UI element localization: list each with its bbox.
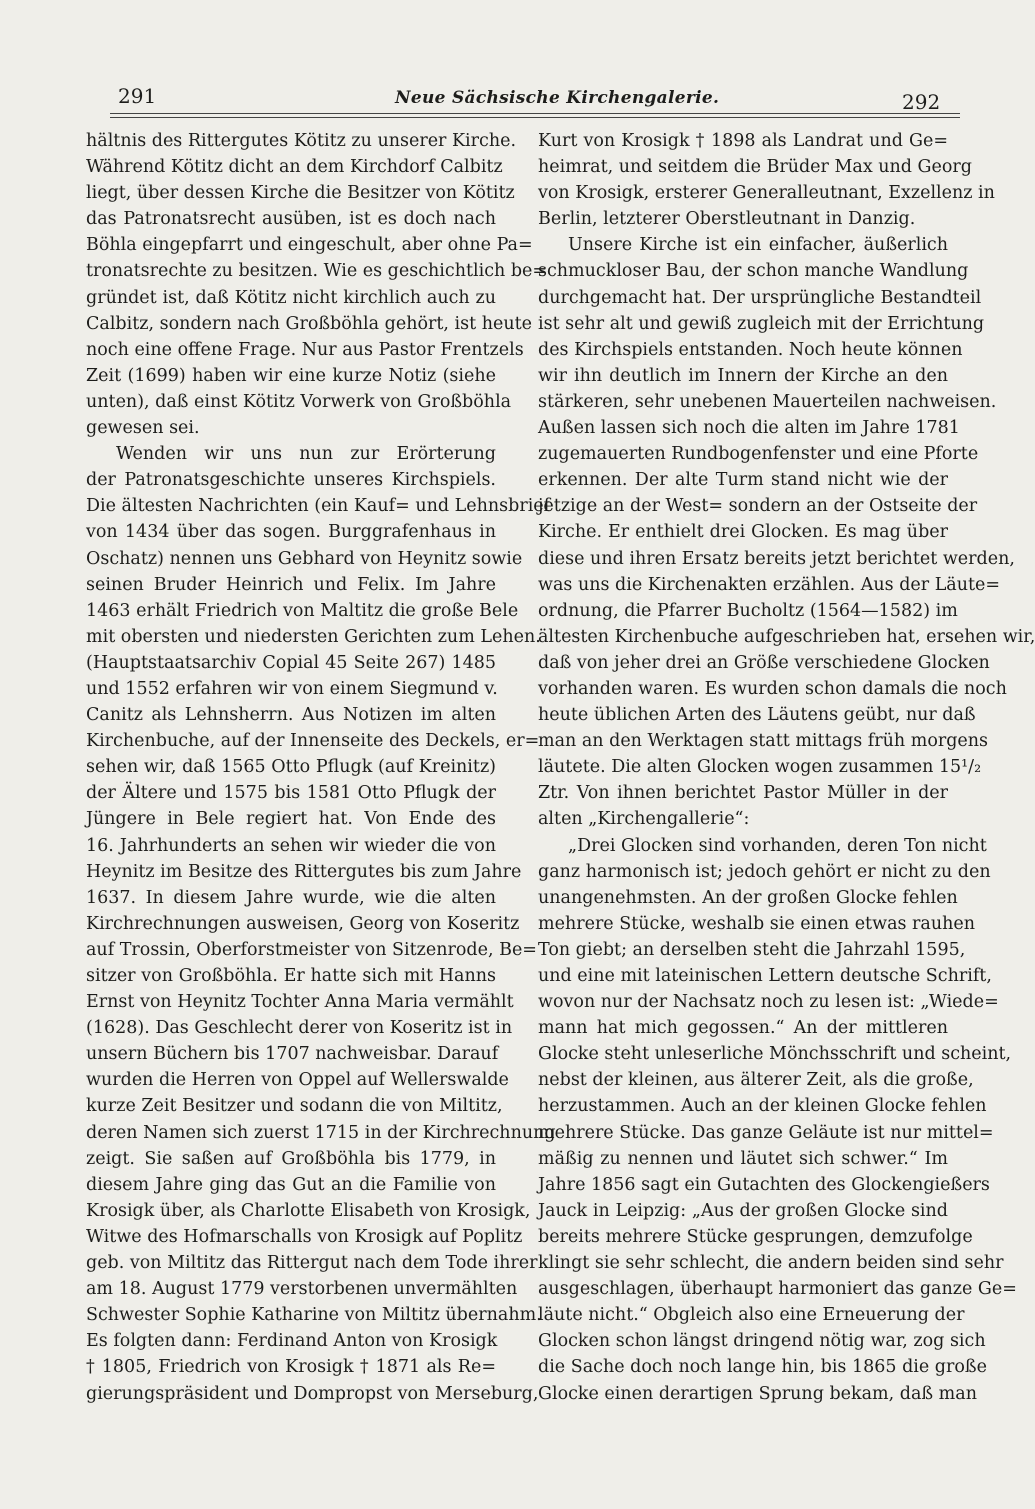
text-line: wurden die Herren von Oppel auf Wellerswalde <box>86 1070 509 1091</box>
text-line: und 1552 erfahren wir von einem Siegmund v. <box>86 678 498 699</box>
text-line: Ernst von Heynitz Tochter Anna Maria vermählt <box>86 992 514 1013</box>
text-line: ordnung, die Pfarrer Bucholtz (1564—1582) im <box>538 600 958 621</box>
text-line: Zeit (1699) haben wir eine kurze Notiz (siehe <box>86 365 496 386</box>
text-line: heute üblichen Arten des Läutens geübt, nur daß <box>538 705 976 726</box>
text-line: was uns die Kirchenakten erzählen. Aus der Läute= <box>538 574 1001 595</box>
text-line: man an den Werktagen statt mittags früh morgens <box>538 731 989 752</box>
text-line: seinen Bruder Heinrich und Felix. Im Jahre <box>86 574 496 595</box>
text-line: Oschatz) nennen uns Gebhard von Heynitz sowie <box>86 548 523 569</box>
text-line: des Kirchspiels entstanden. Noch heute können <box>538 339 963 360</box>
text-line: Heynitz im Besitze des Rittergutes bis zum Jahre <box>86 861 522 882</box>
text-line: Es folgten dann: Ferdinand Anton von Krosigk <box>86 1331 498 1352</box>
text-line: geb. von Miltitz das Rittergut nach dem Tode ihrer <box>86 1253 538 1274</box>
text-line: (1628). Das Geschlecht derer von Koseritz ist in <box>86 1018 513 1039</box>
text-line: Jüngere in Bele regiert hat. Von Ende des <box>86 809 496 830</box>
text-line: Wenden wir uns nun zur Erörterung <box>116 444 496 465</box>
text-line: von 1434 über das sogen. Burggrafenhaus in <box>86 522 496 543</box>
text-line: mit obersten und niedersten Gerichten zum Lehen. <box>86 626 541 647</box>
text-line: Glocken schon längst dringend nötig war, zog sich <box>538 1331 986 1352</box>
text-line: Witwe des Hofmarschalls von Krosigk auf Poplitz <box>86 1226 523 1247</box>
text-line: unsern Büchern bis 1707 nachweisbar. Darauf <box>86 1044 499 1065</box>
text-line: diese und ihren Ersatz bereits jetzt berichtet werden, <box>538 548 1015 569</box>
text-line: ganz harmonisch ist; jedoch gehört er nicht zu den <box>538 861 991 882</box>
text-line: klingt sie sehr schlecht, die andern beiden sind sehr <box>538 1253 1004 1274</box>
text-line: Berlin, letzterer Oberstleutnant in Danzig. <box>538 209 916 230</box>
text-line: gierungspräsident und Dompropst von Merseburg, <box>86 1383 539 1404</box>
text-line: läutete. Die alten Glocken wogen zusammen 15¹/₂ <box>538 757 982 778</box>
text-line: bereits mehrere Stücke gesprungen, demzufolge <box>538 1226 973 1247</box>
text-line: nebst der kleinen, aus älterer Zeit, als die große, <box>538 1070 974 1091</box>
left-page-number: 291 <box>118 84 157 108</box>
right-page-number: 292 <box>902 90 941 114</box>
text-line: 16. Jahrhunderts an sehen wir wieder die von <box>86 835 496 856</box>
text-line: Außen lassen sich noch die alten im Jahre 1781 <box>538 418 960 439</box>
text-line: Ztr. Von ihnen berichtet Pastor Müller in der <box>538 783 948 804</box>
text-line: der Patronatsgeschichte unseres Kirchspiels. <box>86 470 496 491</box>
text-line: diesem Jahre ging das Gut an die Familie von <box>86 1174 496 1195</box>
text-line: am 18. August 1779 verstorbenen unvermählten <box>86 1279 518 1300</box>
text-line: Krosigk über, als Charlotte Elisabeth von Krosigk, <box>86 1200 531 1221</box>
text-line: heimrat, und seitdem die Brüder Max und Georg <box>538 157 972 178</box>
text-line: unten), daß einst Kötitz Vorwerk von Großböhla <box>86 391 512 412</box>
text-line: Während Kötitz dicht an dem Kirchdorf Calbitz <box>86 157 503 178</box>
text-line: Kirchrechnungen ausweisen, Georg von Koseritz <box>86 913 520 934</box>
text-line: mehrere Stücke, weshalb sie einen etwas rauhen <box>538 913 976 934</box>
text-line: Jauck in Leipzig: „Aus der großen Glocke sind <box>538 1200 948 1221</box>
text-line: vorhanden waren. Es wurden schon damals die noch <box>538 678 1007 699</box>
text-line: schmuckloser Bau, der schon manche Wandlung <box>538 261 969 282</box>
text-line: kurze Zeit Besitzer und sodann die von Miltitz, <box>86 1096 503 1117</box>
text-line: gründet ist, daß Kötitz nicht kirchlich auch zu <box>86 287 496 308</box>
text-line: Calbitz, sondern nach Großböhla gehört, ist heute <box>86 313 533 334</box>
running-header <box>0 84 1000 124</box>
text-line: zugemauerten Rundbogenfenster und eine Pforte <box>538 444 979 465</box>
text-line: erkennen. Der alte Turm stand nicht wie der <box>538 470 948 491</box>
text-line: † 1805, Friedrich von Krosigk † 1871 als Re= <box>86 1357 496 1378</box>
text-line: sehen wir, daß 1565 Otto Pflugk (auf Kreinitz) <box>86 757 496 778</box>
text-line: wovon nur der Nachsatz noch zu lesen ist: „Wiede= <box>538 992 999 1013</box>
text-line: läute nicht.“ Obgleich also eine Erneuerung der <box>538 1305 965 1326</box>
text-line: daß von jeher drei an Größe verschiedene Glocken <box>538 652 990 673</box>
text-line: 1637. In diesem Jahre wurde, wie die alten <box>86 887 496 908</box>
text-line: Die ältesten Nachrichten (ein Kauf= und Lehnsbrief <box>86 496 551 517</box>
text-line: hältnis des Rittergutes Kötitz zu unserer Kirche. <box>86 131 517 151</box>
text-line: ist sehr alt und gewiß zugleich mit der Errichtung <box>538 313 985 334</box>
text-line: ältesten Kirchenbuche aufgeschrieben hat, ersehen wir, <box>538 626 1035 647</box>
text-line: Canitz als Lehnsherrn. Aus Notizen im alten <box>86 705 496 726</box>
text-line: durchgemacht hat. Der ursprüngliche Bestandteil <box>538 287 982 308</box>
text-line: von Krosigk, ersterer Generalleutnant, Exzellenz in <box>538 183 995 204</box>
text-line: Schwester Sophie Katharine von Miltitz übernahm. <box>86 1305 542 1326</box>
text-line: Unsere Kirche ist ein einfacher, äußerlich <box>568 235 948 256</box>
text-line: deren Namen sich zuerst 1715 in der Kirchrechnung <box>86 1122 556 1143</box>
header-title: Neue Sächsische Kirchengalerie. <box>395 88 720 108</box>
text-line: gewesen sei. <box>86 418 200 439</box>
text-line: Glocke einen derartigen Sprung bekam, daß man <box>538 1383 977 1404</box>
text-line: Kirchenbuche, auf der Innenseite des Deckels, er= <box>86 731 540 752</box>
text-line: noch eine offene Frage. Nur aus Pastor Frentzels <box>86 339 524 360</box>
header-rule-bottom <box>110 117 960 118</box>
text-line: Glocke steht unleserliche Mönchsschrift und scheint, <box>538 1044 1012 1065</box>
text-line: Jahre 1856 sagt ein Gutachten des Glockengießers <box>538 1174 990 1195</box>
text-line: mehrere Stücke. Das ganze Geläute ist nur mittel= <box>538 1122 994 1143</box>
text-line: „Drei Glocken sind vorhanden, deren Ton nicht <box>568 835 987 856</box>
text-line: das Patronatsrecht ausüben, ist es doch nach <box>86 209 496 230</box>
text-line: Ton giebt; an derselben steht die Jahrzahl 1595, <box>538 939 966 960</box>
text-line: Kurt von Krosigk † 1898 als Landrat und Ge= <box>538 131 948 151</box>
text-line: jetzige an der West= sondern an der Ostseite der <box>538 496 978 517</box>
left-text-column <box>86 128 556 1407</box>
text-line: mann hat mich gegossen.“ An der mittleren <box>538 1018 948 1039</box>
text-line: wir ihn deutlich im Innern der Kirche an den <box>538 365 948 386</box>
text-line: alten „Kirchengallerie“: <box>538 809 750 830</box>
text-line: liegt, über dessen Kirche die Besitzer von Kötitz <box>86 183 515 204</box>
text-line: Böhla eingepfarrt und eingeschult, aber ohne Pa= <box>86 235 533 256</box>
text-line: (Hauptstaatsarchiv Copial 45 Seite 267) 1485 <box>86 652 496 673</box>
text-line: Kirche. Er enthielt drei Glocken. Es mag über <box>538 522 948 543</box>
text-line: auf Trossin, Oberforstmeister von Sitzenrode, Be= <box>86 939 537 960</box>
text-line: unangenehmsten. An der großen Glocke fehlen <box>538 887 958 908</box>
text-line: tronatsrechte zu besitzen. Wie es geschichtlich be= <box>86 261 548 282</box>
text-line: und eine mit lateinischen Lettern deutsche Schrift, <box>538 966 992 986</box>
header-rule-top <box>110 113 960 114</box>
text-line: herzustammen. Auch an der kleinen Glocke fehlen <box>538 1096 987 1117</box>
text-line: sitzer von Großböhla. Er hatte sich mit Hanns <box>86 966 496 986</box>
text-line: mäßig zu nennen und läutet sich schwer.“ Im <box>538 1148 948 1169</box>
text-line: 1463 erhält Friedrich von Maltitz die große Bele <box>86 600 519 621</box>
text-line: ausgeschlagen, überhaupt harmoniert das ganze Ge= <box>538 1279 1017 1300</box>
text-line: der Ältere und 1575 bis 1581 Otto Pflugk der <box>86 783 496 804</box>
text-line: die Sache doch noch lange hin, bis 1865 die große <box>538 1357 987 1378</box>
text-line: zeigt. Sie saßen auf Großböhla bis 1779, in <box>86 1148 496 1169</box>
text-line: stärkeren, sehr unebenen Mauerteilen nachweisen. <box>538 391 997 412</box>
right-text-column <box>538 128 1035 1407</box>
